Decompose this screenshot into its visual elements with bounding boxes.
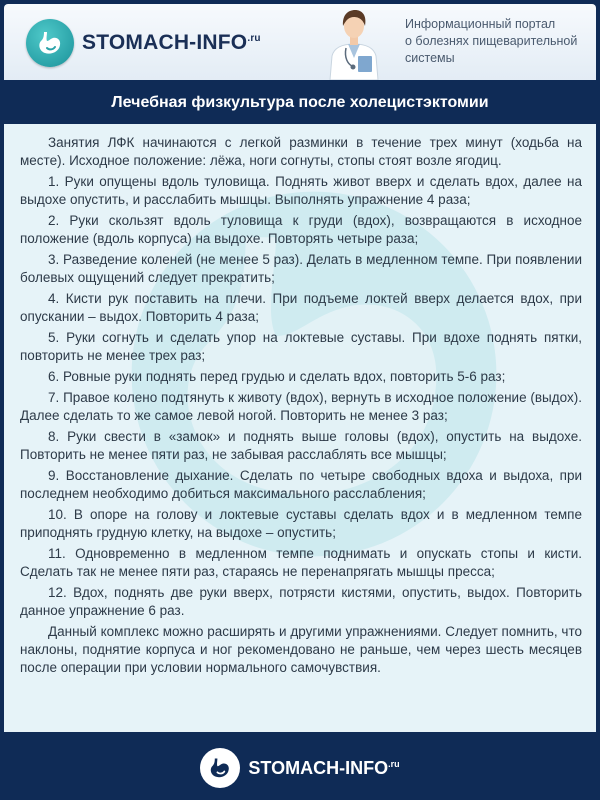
article-text: [4, 124, 596, 677]
content-panel: [4, 124, 596, 732]
stomach-icon: [200, 748, 240, 788]
page-title: Лечебная физкультура после холецистэктомии: [111, 94, 489, 111]
conclusion-paragraph: Данный комплекс можно расширять и другими упражнениями. Следует помнить, что наклоны, поднятие корпуса и ног рекомендовано не раньше, чем через шесть месяцев после операции при условии нормального самочувствия.: [20, 624, 582, 675]
footer-logo[interactable]: [200, 748, 399, 788]
exercise-item: 5. Руки согнуть и сделать упор на локтевые суставы. При вдохе поднять пятки, повторить не менее трех раз;: [20, 330, 582, 363]
doctor-illustration: [322, 6, 386, 80]
exercise-item: 7. Правое колено подтянуть к животу (вдох), вернуть в исходное положение (выдох). Далее сделать то же самое левой ногой. Повторить не менее 3 раз;: [20, 390, 582, 423]
exercise-item: 8. Руки свести в «замок» и поднять выше головы (вдох), опустить на выдохе. Повторить не менее пяти раз, не забывая расслаблять все мышцы;: [20, 429, 582, 462]
exercise-item: 10. В опоре на голову и локтевые суставы сделать вдох и в медленном темпе приподнять грудную клетку, на выдохе – опустить;: [20, 507, 582, 540]
site-tagline: [405, 16, 595, 67]
exercise-item: 1. Руки опущены вдоль туловища. Поднять живот вверх и сделать вдох, далее на выдохе опустить, и расслабить мышцы. Выполнять упражнение 4 раза;: [20, 174, 582, 207]
footer-logo-text: STOMACH-INFO$^{.ru}$: [248, 757, 400, 778]
header: [4, 4, 596, 80]
exercise-item: 9. Восстановление дыхание. Сделать по четыре свободных вдоха и выдоха, при последнем необходимо добиться максимального расслабления;: [20, 468, 582, 501]
title-bar: [4, 84, 596, 122]
site-logo[interactable]: [26, 18, 261, 68]
footer: [0, 736, 600, 800]
tagline-line: о болезнях пищеварительной: [405, 34, 578, 48]
tagline-line: Информационный портал: [405, 17, 556, 31]
stomach-icon: [26, 19, 74, 67]
tagline-line: системы: [405, 51, 455, 65]
exercise-item: 3. Разведение коленей (не менее 5 раз). Делать в медленном темпе. При появлении болевых ощущений следует прекратить;: [20, 252, 582, 285]
exercise-item: 6. Ровные руки поднять перед грудью и сделать вдох, повторить 5-6 раз;: [48, 369, 506, 384]
exercise-item: 2. Руки скользят вдоль туловища к груди (вдох), возвращаются в исходное положение (вдоль корпуса) на выдохе. Повторять четыре раза;: [20, 213, 582, 246]
exercise-item: 12. Вдох, поднять две руки вверх, потрясти кистями, опустить, выдох. Повторить данное упражнение 6 раз.: [20, 585, 582, 618]
intro-paragraph: Занятия ЛФК начинаются с легкой разминки в течение трех минут (ходьба на месте). Исходное положение: лёжа, ноги согнуты, стопы стоят возле ягодиц.: [20, 135, 582, 168]
exercise-item: 4. Кисти рук поставить на плечи. При подъеме локтей вверх делается вдох, при опускании – выдох. Повторить 4 раза;: [20, 291, 582, 324]
logo-text: STOMACH-$INFO^{.ru}$: [82, 31, 261, 54]
exercise-item: 11. Одновременно в медленном темпе поднимать и опускать стопы и кисти. Сделать так не менее пяти раз, стараясь не перенапрягать мышцы пресса;: [20, 546, 582, 579]
